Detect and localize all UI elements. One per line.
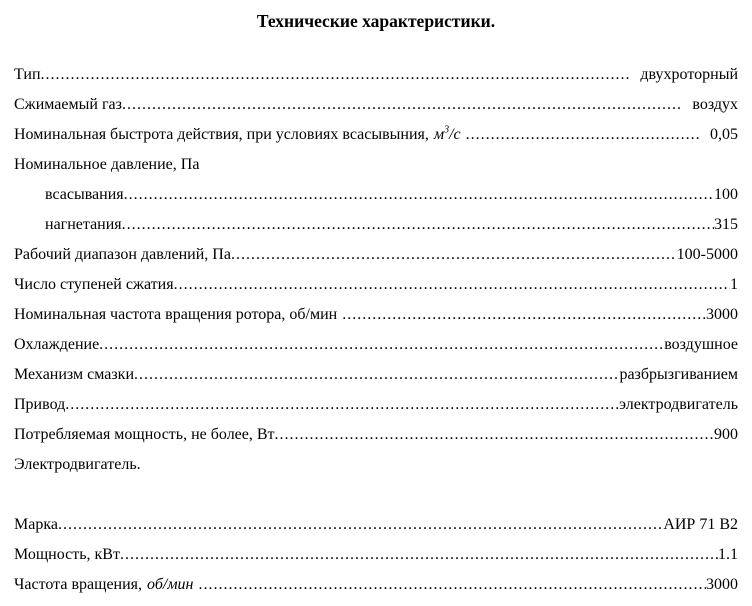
spec-row-discharge [14, 210, 738, 240]
formula-rest: /с [449, 126, 461, 143]
spec-label: Электродвигатель. [14, 456, 141, 473]
dot-leader [337, 300, 706, 330]
dot-leader [231, 240, 677, 270]
spec-row-suction [14, 180, 738, 210]
spec-value: 0,05 [710, 126, 738, 143]
formula-superscript: 3 [444, 124, 450, 136]
spec-value: воздушное [664, 336, 738, 353]
spec-label: Марка [14, 516, 58, 533]
spec-value: 100-5000 [676, 246, 738, 263]
dot-leader [41, 60, 631, 90]
spec-label: Номинальная частота вращения ротора, об/мин [14, 306, 338, 323]
spec-label: Потребляемая мощность, не более, Вт [14, 426, 275, 443]
spec-value: воздух [692, 96, 738, 113]
dot-leader [193, 570, 706, 600]
spec-value: 1 [730, 276, 738, 293]
spec-value: 900 [714, 426, 738, 443]
spec-label: Мощность, кВт [14, 546, 120, 563]
spec-row-motor-speed [14, 570, 738, 600]
spec-row-stages [14, 270, 738, 300]
dot-leader [58, 510, 663, 540]
spec-row-pumping-speed [14, 120, 738, 150]
section-gap [14, 480, 738, 510]
spec-label: нагнетания [45, 216, 122, 233]
spec-row-motor-heading [14, 450, 738, 480]
spec-label: Рабочий диапазон давлений, Па [14, 246, 231, 263]
spec-value: 100 [714, 186, 738, 203]
spec-value: двухроторный [640, 66, 738, 83]
dot-leader [65, 390, 619, 420]
spec-row-nominal-pressure-heading [14, 150, 738, 180]
spec-value: разбрызгиванием [619, 366, 738, 383]
formula-base: об [147, 576, 163, 593]
formula-rest: /мин [162, 576, 194, 593]
spec-row-motor-brand [14, 510, 738, 540]
spec-row-rotor-speed [14, 300, 738, 330]
spec-label: Привод [14, 396, 66, 413]
dot-leader [122, 90, 682, 120]
spec-row-lubrication [14, 360, 738, 390]
spec-row-power-consumption [14, 420, 738, 450]
spec-label: Номинальная быстрота действия, при условиях всасывыния, [14, 126, 429, 143]
spec-value: 3000 [706, 306, 738, 323]
page-title: Технические характеристики. [256, 11, 496, 31]
spec-label: Механизм смазки [14, 366, 135, 383]
spec-value: 1.1 [718, 546, 738, 563]
dot-leader [275, 420, 714, 450]
spec-list [14, 60, 738, 600]
dot-leader [120, 540, 718, 570]
dot-leader [461, 120, 700, 150]
spec-row-drive [14, 390, 738, 420]
dot-leader [124, 180, 714, 210]
spec-row-cooling [14, 330, 738, 360]
dot-leader [134, 360, 619, 390]
spec-label: Номинальное давление, Па [14, 156, 200, 173]
spec-value: 3000 [706, 576, 738, 593]
spec-label: Тип [14, 66, 41, 83]
spec-label: Число ступеней сжатия [14, 276, 174, 293]
spec-row-gas [14, 90, 738, 120]
spec-row-pressure-range [14, 240, 738, 270]
unit-formula-rpm [142, 570, 193, 600]
spec-label: всасывания [45, 186, 124, 203]
dot-leader [99, 330, 664, 360]
spec-label: Охлаждение [14, 336, 100, 353]
spec-value: АИР 71 В2 [663, 516, 738, 533]
formula-base: м [433, 126, 445, 143]
spec-value: электродвигатель [619, 396, 738, 413]
spec-label: Сжимаемый газ [14, 96, 122, 113]
spec-row-motor-power [14, 540, 738, 570]
spec-value: 315 [714, 216, 738, 233]
unit-formula-m3s [429, 120, 461, 150]
dot-leader [122, 210, 714, 240]
spec-label: Частота вращения, [14, 576, 143, 593]
dot-leader [174, 270, 730, 300]
spec-row-type [14, 60, 738, 90]
